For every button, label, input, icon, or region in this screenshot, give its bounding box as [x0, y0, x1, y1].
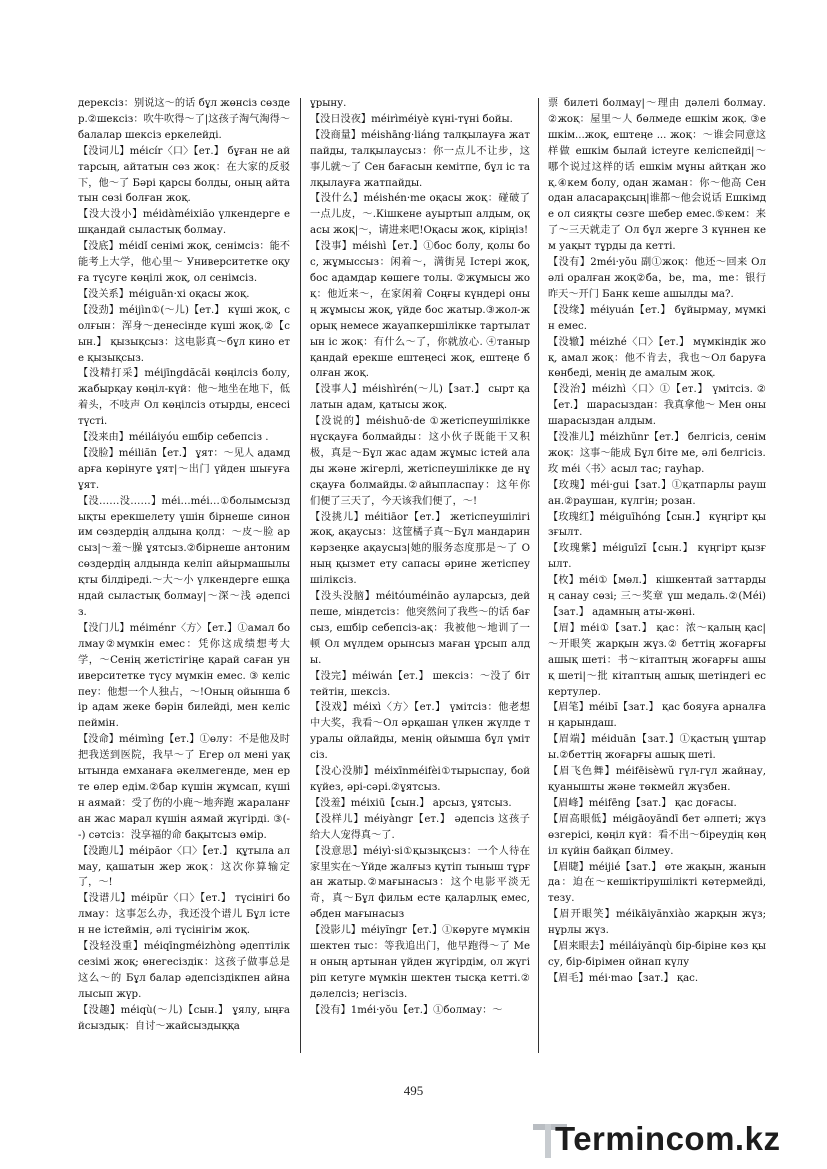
dictionary-entry: 【没影儿】méiyĭngr【ет.】①көруге мүмкін шектен тыс：等我追出门，他早跑得～了 Мен оның артынан үйден жүгірдім, ол жүгіріп кетуге мүмкін шектен тысқа кетті.②дәлелсіз; негізсіз.	[310, 925, 530, 1000]
dictionary-entry: 【没心没肺】méixīnméifèi①тырыспау, бойкүйез, әрі-сәрі.②ұятсыз.	[310, 766, 530, 793]
dictionary-entry: 【枚】méi①【мөл.】 кішкентай заттардың санау сөзі; 三～奖章 үш медаль.②(Méi)【зат.】 адамның аты-жөні.	[548, 575, 766, 618]
dictionary-entry: 【眉来眼去】méiláiyănqù бір-біріне көз қысу, бір-бірімен ойнап күлу	[548, 941, 766, 968]
dictionary-entry: 【没说的】méishuō·de ①жетіспеушілікке нұсқауға болмайды：这小伙子既能干又积极，真是～Бұл жас адам жұмыс істей алады және жігерлі, жетіспеушілікке де нұсқауға болмайды.②айыпласпау：这年你们便了三天了，今天该我们便了，～!	[310, 416, 530, 507]
dictionary-entry: 【没趣】méiqù(～儿)【сын.】 ұялу, ыңғайсыздық：自讨～жайсыздыққа	[78, 1004, 290, 1032]
logo-t-stem-icon	[545, 1124, 551, 1158]
dictionary-entry: 【没命】méimìng【ет.】①өлу：不是他及时把我送到医院，我早～了 Егер ол мені уақытында емханаға әкелмегенде, мен ерте өлер едім.②бар күшін жұмсап, күшін аямай：受了伤的小鹿～地奔跑 жараланған жас марал күшін аямай жүгірді. ③(--) сәтсіз：没享福的命 бақытсыз өмір.	[78, 734, 290, 841]
dictionary-entry: 【没头没脑】méitóuméinăo ауларсыз, дей пеше, міндетсіз：他突然问了我些～的话 бағсыз, ешбір себепсіз-ақ：我被他～地训了一顿 Ол мүлдем орынсыз маған ұрсып алды.	[310, 591, 530, 666]
dictionary-entry: 【没什么】méishén·me оқасы жоқ：碰破了一点儿皮，～.Кішкене ауыртып алдым, оқасы жоқ|～，请进来吧!Оқасы жоқ, кіріңіз!	[310, 193, 530, 237]
dictionary-entry: ұрыну.	[310, 98, 347, 109]
dictionary-entry: 【没底】méidǐ сенімі жоқ, сенімсіз：能不能考上大学，他心里～ Университетке оқуға түсуге көңілі жоқ, ол сенімсіз.	[78, 241, 290, 284]
dictionary-entry: 【眉飞色舞】méifēisèwŭ гүл-гүл жайнау, қуанышты және төкмейл жүзбен.	[548, 766, 766, 793]
dictionary-entry: 【没治】méizhì〈口〉①【ет.】 үмітсіз. ②【ет.】 шарасыздан：我真拿他～ Мен оны шарасыздан алдым.	[548, 384, 766, 428]
dictionary-entry: 【没准儿】méizhŭnr【ет.】 белгісіз, сенім жоқ：这事～能成 Бұл біте ме, әлі белгісіз.	[548, 432, 766, 459]
dictionary-entry: 【玫瑰】méi·gui【зат.】①қатпарлы раушан.②раушан, күлгін; розан.	[548, 479, 766, 507]
dictionary-entry: 玫 méi〈书〉асыл тас; гауһар.	[548, 463, 705, 475]
dictionary-entry: 【眉】méi①【зат.】 қас：浓～қалың қас|～开眼笑 жарқын жүз.② беттің жоғарғы ашық шеті：书～кітаптың жоғарғы ашық шеті|～批 кітаптың ашық шетіндегі ескертулер.	[548, 622, 766, 698]
column-divider	[538, 98, 539, 1053]
dictionary-entry: 【没轻没重】méiqīngméizhòng әдептілік сезімі жоқ; өнегесіздік：这孩子做事总是这么～的 Бұл балар әдепсіздікпен айналысып жүр.	[78, 941, 290, 1000]
dictionary-entry: 【眉峰】méifēng【зат.】 қас доғасы.	[548, 797, 737, 809]
dictionary-entry: 【没挑儿】méitiāor【ет.】 жетіспеушілігі жоқ, ақаусыз：这筐橘子真～Бұл мандарин кәрзеңке ақаусыз|她的服务态度那是～了 Оның қызмет ету сапасы әрине жетіспеушіліксіз.	[310, 511, 530, 587]
page-number: 495	[403, 1083, 424, 1098]
dictionary-entry: 【玫瑰红】méiguīhóng【сын.】 күңгірт қызғылт.	[548, 511, 766, 539]
termincom-logo[interactable]	[527, 1106, 819, 1164]
dictionary-entry: дерексіз：别说这～的话 бұл жөнсіз сөздер.②шексіз：吹牛吹得～了|这孩子淘气淘得～ балалар шексіз еркелейді.	[78, 98, 290, 141]
dictionary-page	[78, 96, 766, 1088]
dictionary-entry: 【没日没夜】méirìméiyè күні-түні бойы.	[310, 113, 513, 125]
dictionary-entry: 【没关系】méiguān·xi оқасы жоқ.	[78, 288, 250, 300]
dictionary-entry: 【眉高眼低】méigāoyăndī бет әлпеті; жүз өзгерісі, көңіл күй：看不出～біреудің көңіл күйін байқап білмеу.	[548, 813, 766, 857]
dictionary-entry: 【眉开眼笑】méikāiyănxiào жарқын жүз; нұрлы жүз.	[548, 909, 766, 937]
column-left	[78, 96, 290, 1056]
dictionary-entry: 【没羞】méixiū【сын.】 арсыз, ұятсыз.	[310, 797, 512, 809]
dictionary-entry: 【没有】1méi·yŏu【ет.】①болмау：～	[310, 1004, 503, 1016]
dictionary-entry: 【没门儿】méiménr〈方〉【ет.】①амал болмау②мүмкін емес：凭你这成绩想考大学，～Сенің жетістігіңе қарай саған университетке түсу мүмкін емес. ③ келіспеу：他想一个人独占，～!Оның ойынша бір адам жеке бәрін билейді, мен келіспеймін.	[78, 622, 290, 730]
column-middle	[310, 96, 530, 1056]
dictionary-entry: 【没谱儿】méipŭr〈口〉【ет.】 түсінігі болмау：这事怎么办，我还没个谱儿 Бұл істен не істеймін, әлі түсінігім жоқ.	[78, 893, 290, 937]
dictionary-entry: 【没词儿】méicír〈口〉【ет.】 бұған не айтарсың, айтатын сөз жоқ：在大家的反驳下，他～了 Бәрі қарсы болды, оның айтатын сөзі болған жоқ.	[78, 145, 290, 205]
dictionary-entry: 【没劲】méijìn①(～儿)【ет.】 күші жоқ, солғын：浑身～денесінде күші жоқ.②【сын.】 қызықсыз：这电影真～бұл кино ете қызықсыз.	[78, 304, 290, 364]
dictionary-entry: 【眉毛】méi·mao【зат.】 қас.	[548, 972, 699, 984]
dictionary-entry: 【没商量】méishāng·liáng талқылауға жатпайды, талқылаусыз：你一点儿不让步，这事儿就～了 Сен бағасын кемітпе, бұл іс талқылауға жатпайды.	[310, 129, 530, 189]
dictionary-entry: 【没样儿】méiyàngr【ет.】 әдепсіз 这孩子给大人宠得真～了.	[310, 813, 530, 841]
dictionary-entry: 【没事人】méishìrén(～儿)【зат.】 сырт қалатын адам, қатысы жоқ.	[310, 384, 530, 412]
dictionary-entry: 【没辙】méizhé〈口〉【ет.】 мүмкіндік жоқ, амал жоқ：他不肯去，我也～Ол баруға көнбеді, менің де амалым жоқ.	[548, 336, 766, 380]
dictionary-entry: 【玫瑰紫】méiguīzĭ【сын.】 күңгірт қызғылт.	[548, 543, 766, 571]
dictionary-entry: 【没来由】méiláiyóu ешбір себепсіз .	[78, 432, 269, 444]
dictionary-entry: 【没有】2méi·yŏu 副①жоқ：他还～回来 Ол әлі оралған жоқ②бa，be，ma，me：银行昨天～开门 Банк кеше ашылды ма?.	[548, 257, 766, 300]
dictionary-entry: 【没精打采】méijīngdăcăi көңілсіз болу, жабырқау көңіл-күй：他～地坐在地下，低着头，不吱声 Ол көңілсіз отырды, енсесі түсті.	[78, 368, 290, 428]
logo-text: Termincom.kz	[555, 1120, 781, 1157]
dictionary-entry: 票 билеті болмау|～理由 дәлелі болмау. ②жоқ：屋里～人 бөлмеде ешкім жоқ. ③ешкім...жоқ, ештеңе ... жоқ：～谁会同意这样做 ешкім былай істеуге келіспейді|～哪个说过这样的话 ешкім мұны айтқан жоқ.④кем болу, одан жаман：你～他高 Сен одан аласарақсың|谁都～他会说话 Ешкімде ол сияқты сөзге шебер емес.⑤кем：来了～三天就走了 Ол бұл жерге 3 күннен кем уақыт тұрды да кетті.	[548, 98, 766, 253]
dictionary-entry: 【没意思】méiyì·si①қызықсыз：一个人待在家里实在～Үйде жалғыз құтіп тыныш тұрған жатыр.②мағынасыз：这个电影平淡无奇，真～Бұл фильм есте қаларлық емес, әбден мағынасыз	[310, 845, 530, 921]
dictionary-entry: 【没缘】méiyuán【ет.】 бұйырмау, мүмкін емес.	[548, 304, 766, 332]
dictionary-entry: 【眉端】méiduān【зат.】①қастың ұштары.②беттің жоғарғы ашық шеті.	[548, 734, 766, 762]
dictionary-entry: 【眉笔】méibĭ【зат.】 қас бояуға арналған қарындаш.	[548, 702, 766, 730]
dictionary-entry: 【没大没小】méidàméixiăo үлкендерге ешқандай сыластық болмау.	[78, 209, 290, 237]
dictionary-entry: 【没戏】méixì〈方〉【ет.】 үмітсіз：他老想中大奖，我看～Ол әрқашан үлкен жүлде туралы ойлайды, менің ойымша бұл үмітсіз.	[310, 702, 530, 762]
dictionary-entry: 【没跑儿】méipăor〈口〉【ет.】 құтыла алмау, қашатын жер жоқ：这次你算输定了，～!	[78, 845, 290, 889]
column-right	[548, 96, 766, 1056]
dictionary-entry: 【没脸】méiliăn【ет.】 ұят：～见人 адамдарға көрінуге ұят|～出门 үйден шығуға ұят.	[78, 447, 290, 491]
dictionary-entry: 【没……没……】méi…méi…①болымсыздықты ерекшелету үшін бірнеше синоним сөздердің алдына қолд：～皮～脸 арсыз|～羞～臊 ұятсыз.②бірнеше антоним сөздердің алдында келіп айырмашылықты білдіреді.～大～小 үлкендерге ешқандай сыластық болмау|～深～浅 әдепсіз.	[78, 495, 290, 618]
dictionary-entry: 【眉睫】méijié【зат.】 өте жақын, жанында：迫在～кешіктірушілікті көтермейді, тезу.	[548, 861, 766, 905]
dictionary-entry: 【没事】méishì【ет.】①бос болу, қолы бос, жұмыссыз：闲着～，满街晃 Істері жоқ, бос адамдар көшеге толы. ②жұмысы жоқ：他近来～，在家闲着 Соңғы күндері оның жұмысы жоқ, үйде бос жатыр.③жол-жорық немесе жауапкершілікке тартылатын іс жоқ：有什么～了，你就放心. ④таныр қандай ерекше ештеңесі жоқ, ештеңе болған жоқ.	[310, 241, 530, 380]
dictionary-entry: 【没完】méiwán【ет.】 шексіз：～没了 біттейтін, шексіз.	[310, 670, 530, 698]
column-divider	[300, 98, 301, 1053]
